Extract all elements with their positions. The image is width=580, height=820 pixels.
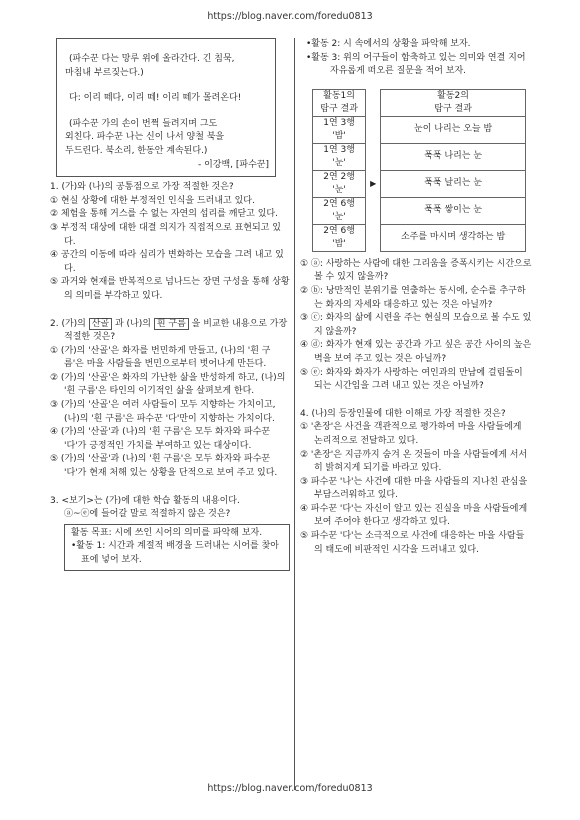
q4-option-5[interactable]: ⑤ 파수꾼 '다'는 소극적으로 사건에 대응하는 마을 사람들의 태도에 비판적인 시각을 드러내고 있다. <box>300 531 525 555</box>
question-2-stem: 2. (가)의 산골 과 (나)의 흰 구름 을 비교한 내용으로 가장 적절한 것은? <box>50 318 288 343</box>
question-1 <box>50 181 290 303</box>
table-header-activity2: 활동2의 탐구 결과 <box>381 89 526 116</box>
q1-option-5[interactable]: ⑤ 과거와 현재를 반복적으로 넘나드는 장면 구성을 통해 상황의 의미를 부각하고 있다. <box>50 277 290 301</box>
poem-dialogue: 다: 이리 떼다, 이리 떼! 이리 떼가 몰려온다! <box>69 93 242 104</box>
q2-option-3[interactable]: ③ (가)의 '산골'은 여러 사람들이 모두 지향하는 가치이고, (나)의 '흰 구름'은 파수꾼 '다'만이 지향하는 가치이다. <box>50 400 276 424</box>
poem-source: - 이강백, [파수꾼] <box>197 159 269 170</box>
right-arrow-icon: ▶ <box>366 170 381 197</box>
question-3-options <box>300 258 532 394</box>
bogi-goal: 활동 목표: 시에 쓰인 시어의 의미를 파악해 보자. <box>71 527 263 538</box>
q3-option-3[interactable]: ③ ⓒ: 화자의 삶에 시련을 주는 현실의 모습으로 볼 수도 있지 않을까? <box>300 313 532 337</box>
q3-option-5[interactable]: ⑤ ⓔ: 화자와 화자가 사랑하는 여인과의 만남에 걸림돌이 되는 시간임을 그려 내고 있는 것은 아닐까? <box>300 367 523 392</box>
question-3-stem-1: 3. <보기>는 (가)에 대한 학습 활동의 내용이다. <box>50 495 240 506</box>
q2-option-4[interactable]: ④ (가)의 '산골'과 (나)의 '흰 구름'은 모두 화자와 파수꾼 '다'가 긍정적인 가치를 부여하고 있는 대상이다. <box>50 427 271 451</box>
table-row: 2연 6행 '눈' 푹푹 쌓이는 눈 <box>313 197 526 224</box>
page-header-url: https://blog.naver.com/foredu0813 <box>207 11 373 22</box>
q2-option-1[interactable]: ① (가)의 '산골'은 화자를 번민하게 만들고, (나)의 '흰 구름'은 마을 사람들을 번민으로부터 벗어나게 만든다. <box>50 345 271 370</box>
q4-option-2[interactable]: ② '촌장'은 지금까지 숨겨 온 것들이 마을 사람들에게 서서히 밝혀지게 되기를 바라고 있다. <box>300 449 528 474</box>
table-row: 2연 6행 '밤' 소주를 마시며 생각하는 밤 <box>313 224 526 251</box>
q4-option-3[interactable]: ③ 파수꾼 '나'는 사건에 대한 마을 사람들의 지나친 관심을 부담스러워하고 있다. <box>300 476 528 501</box>
column-divider <box>294 38 295 790</box>
question-4 <box>300 408 532 558</box>
question-2 <box>50 318 290 481</box>
activity-table <box>312 89 526 252</box>
question-4-stem: 4. (나)의 등장인물에 대한 이해로 가장 적절한 것은? <box>300 408 506 419</box>
table-row: 1연 3행 '눈' 푹푹 나리는 눈 <box>313 143 526 170</box>
poem-excerpt-box <box>56 38 276 177</box>
table-header-activity1: 활동1의 탐구 결과 <box>313 89 366 116</box>
page-footer-url: https://blog.naver.com/foredu0813 <box>207 783 373 794</box>
bogi-activity-2: •활동 2: 시 속에서의 상황을 파악해 보자. <box>306 39 471 49</box>
q2-option-2[interactable]: ② (가)의 '산골'은 화자의 가난한 삶을 반성하게 하고, (나)의 '흰 구름'은 타인의 이기적인 삶을 살펴보게 한다. <box>50 372 286 397</box>
poem-stage-direction-1: (파수꾼 다는 망루 위에 올라간다. 긴 침묵, 마침내 부르짖는다.) <box>65 54 235 78</box>
q1-option-1[interactable]: ① 현실 상황에 대한 부정적인 인식을 드러내고 있다. <box>50 195 255 206</box>
q1-option-2[interactable]: ② 체험을 통해 거스를 수 없는 자연의 섭리를 깨닫고 있다. <box>50 209 278 220</box>
right-column <box>300 38 532 557</box>
boxed-word-sangol: 산골 <box>89 318 112 330</box>
poem-stage-direction-2: (파수꾼 가의 손이 번쩍 들려지며 그도 외친다. 파수꾼 나는 신이 나서 양철 북을 두드린다. 북소리, 한동안 계속된다.) <box>65 118 225 156</box>
q1-option-4[interactable]: ④ 공간의 이동에 따라 심리가 변화하는 모습을 그려 내고 있다. <box>50 250 284 274</box>
question-3-stem-2: ⓐ~ⓔ에 들어갈 말로 적절하지 않은 것은? <box>64 509 231 520</box>
left-column <box>50 38 290 571</box>
table-row: 2연 2행 '눈' ▶ 푹푹 날리는 눈 <box>313 170 526 197</box>
q2-option-5[interactable]: ⑤ (가)의 '산골'과 (나)의 '흰 구름'은 모두 화자와 파수꾼 '다'가 현재 처해 있는 상황을 단적으로 보여 주고 있다. <box>50 454 278 479</box>
bogi-activity-1: •활동 1: 시간과 계절적 배경을 드러내는 시어를 찾아 표에 넣어 보자. <box>71 541 279 565</box>
table-row: 1연 3행 '밤' 눈이 나리는 오늘 밤 <box>313 116 526 143</box>
q3-option-2[interactable]: ② ⓑ: 낭만적인 분위기를 연출하는 동시에, 순수를 추구하는 화자의 자세와 대응하고 있는 것은 아닐까? <box>300 285 526 310</box>
question-3 <box>50 495 290 571</box>
bogi-box <box>64 524 290 571</box>
q1-option-3[interactable]: ③ 부정적 대상에 대한 대결 의지가 직접적으로 표현되고 있다. <box>50 222 281 247</box>
table-header-row <box>313 89 526 116</box>
bogi-continued <box>300 38 532 79</box>
q4-option-4[interactable]: ④ 파수꾼 '다'는 자신이 알고 있는 진실을 마을 사람들에게 보여 주어야 한다고 생각하고 있다. <box>300 503 528 528</box>
question-1-stem: 1. (가)와 (나)의 공통점으로 가장 적절한 것은? <box>50 182 234 193</box>
q4-option-1[interactable]: ① '촌장'은 사건을 객관적으로 평가하여 마을 사람들에게 논리적으로 전달하고 있다. <box>300 422 522 446</box>
q3-option-1[interactable]: ① ⓐ: 사랑하는 사람에 대한 그리움을 증폭시키는 시간으로 볼 수 있지 않을까? <box>300 258 532 283</box>
q3-option-4[interactable]: ④ ⓓ: 화자가 현재 있는 공간과 가고 싶은 공간 사이의 높은 벽을 보여 주고 있는 것은 아닐까? <box>300 340 532 364</box>
boxed-word-cloud: 흰 구름 <box>154 318 189 330</box>
bogi-activity-3: •활동 3: 위의 어구들이 함축하고 있는 의미와 연결 지어 자유롭게 떠오른 질문을 적어 보자. <box>306 52 526 77</box>
